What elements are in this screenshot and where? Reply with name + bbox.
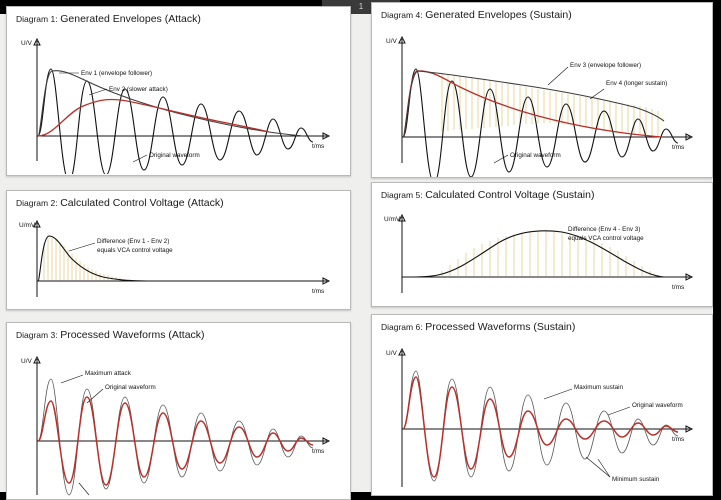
y-axis-label: U/mV (384, 216, 401, 223)
panel-diagram-5 (371, 182, 713, 307)
x-axis-label: t/ms (312, 288, 325, 295)
annotation-maximum-attack: Maximum attack (85, 370, 131, 377)
panel-title (16, 197, 224, 209)
panel-title (16, 329, 205, 341)
x-axis-label: t/ms (672, 436, 685, 443)
annotation-env-3: Env 3 (envelope follower) (570, 62, 642, 69)
y-axis-label: U/V (21, 40, 32, 47)
x-axis-label: t/ms (312, 143, 325, 150)
panel-number: Diagram 3: (16, 330, 58, 340)
panel-name: Calculated Control Voltage (Attack) (60, 197, 224, 209)
panel-number: Diagram 5: (381, 190, 423, 200)
x-axis-label: t/ms (312, 448, 325, 455)
panel-name: Generated Envelopes (Attack) (60, 13, 201, 25)
panel-diagram-1 (6, 6, 351, 176)
y-axis-label: U/V (386, 38, 397, 45)
annotation-original-waveform: Original waveform (632, 402, 683, 409)
panel-name: Generated Envelopes (Sustain) (425, 9, 572, 21)
panel-name: Processed Waveforms (Sustain) (425, 321, 576, 333)
panel-title (16, 13, 201, 25)
annotation-original-waveform: Original waveform (105, 384, 156, 391)
panel-diagram-3 (6, 322, 351, 500)
annotation-original-waveform: Original waveform (510, 152, 561, 159)
y-axis-label: U/mV (19, 222, 36, 229)
annotation-difference: Difference (Env 1 - Env 2) (97, 238, 170, 245)
panel-diagram-4 (371, 2, 713, 178)
x-axis-label: t/ms (672, 284, 685, 291)
panel-title (381, 321, 575, 333)
notch-label: 1 (358, 2, 364, 11)
panel-title (381, 189, 594, 201)
x-axis-label: t/ms (672, 144, 685, 151)
annotation-minimum-sustain: Minimum sustain (612, 476, 660, 483)
annotation-env-2: Env 2 (slower attack) (109, 86, 168, 93)
panel-diagram-2 (6, 190, 351, 310)
panel-name: Processed Waveforms (Attack) (60, 329, 205, 341)
panel-number: Diagram 4: (381, 10, 423, 20)
y-axis-label: U/V (386, 350, 397, 357)
panel-number: Diagram 2: (16, 198, 58, 208)
annotation-original-waveform: Original waveform (149, 152, 200, 159)
annotation-env-4: Env 4 (longer sustain) (606, 80, 668, 87)
annotation-difference-sub: equals VCA control voltage (568, 235, 644, 242)
panel-name: Calculated Control Voltage (Sustain) (425, 189, 595, 201)
panel-title (381, 9, 572, 21)
annotation-maximum-sustain: Maximum sustain (574, 384, 623, 391)
annotation-difference: Difference (Env 4 - Env 3) (568, 226, 641, 233)
window-right-bar (713, 0, 721, 500)
annotation-env-1: Env 1 (envelope follower) (81, 70, 153, 77)
annotation-difference-sub: equals VCA control voltage (97, 247, 173, 254)
panel-number: Diagram 6: (381, 322, 423, 332)
panel-diagram-6 (371, 314, 713, 496)
panel-number: Diagram 1: (16, 14, 58, 24)
y-axis-label: U/V (21, 358, 32, 365)
